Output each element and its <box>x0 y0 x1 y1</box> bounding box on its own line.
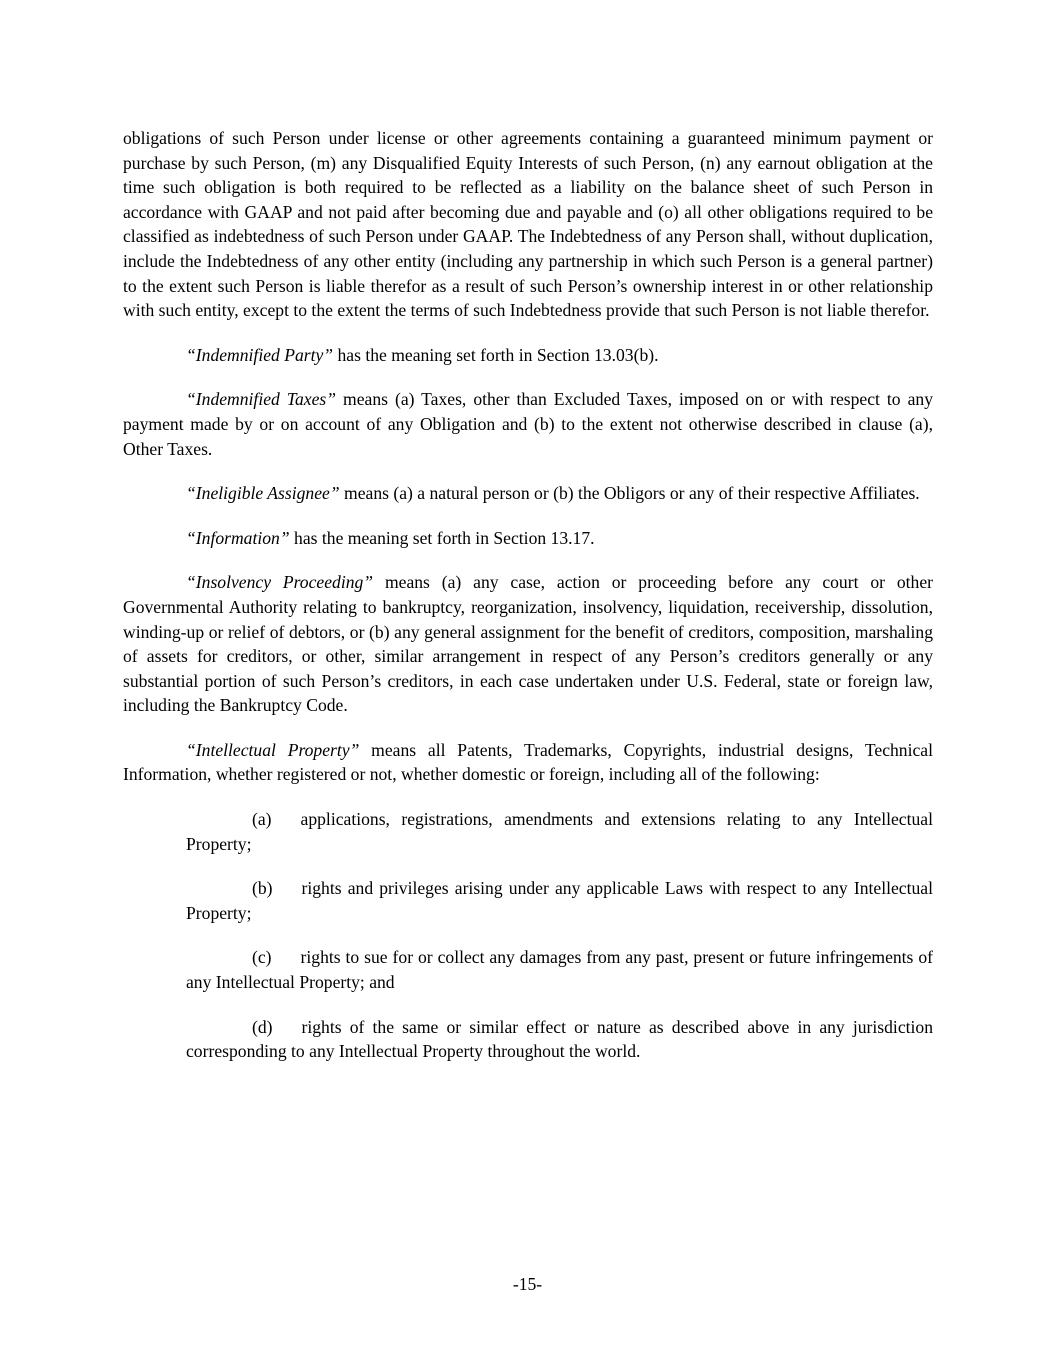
definition-text: has the meaning set forth in Section 13.03(b). <box>333 344 659 365</box>
list-item-a <box>186 807 933 856</box>
paragraph-text: obligations of such Person under license or other agreements containing a guaranteed minimum payment or purchase by such Person, (m) any Disqualified Equity Interests of such Person, (n) any earnout obligation at the time such obligation is both required to be reflected as a liability on the balance sheet of such Person in accordance with GAAP and not paid after becoming due and payable and (o) all other obligations required to be classified as indebtedness of such Person under GAAP. The Indebtedness of any Person shall, without duplication, include the Indebtedness of any other entity (including any partnership in which such Person is a general partner) to the extent such Person is liable therefor as a result of such Person’s ownership interest in or other relationship with such entity, except to the extent the terms of such Indebtedness provide that such Person is not liable therefor. <box>123 128 933 321</box>
definition-text: means all Patents, Trademarks, Copyrights, industrial designs, Technical Information, whether registered or not, whether domestic or foreign, including all of the following: <box>123 739 933 785</box>
paragraph-indebtedness-continuation <box>123 126 933 323</box>
list-item-label: (c) <box>252 947 272 968</box>
defined-term: “Information” <box>186 527 290 548</box>
definition-ineligible-assignee <box>123 481 933 506</box>
definition-text: means (a) a natural person or (b) the Obligors or any of their respective Affiliates. <box>339 483 920 504</box>
definition-indemnified-taxes <box>123 387 933 461</box>
list-item-label: (b) <box>252 878 273 899</box>
list-item-label: (a) <box>252 809 272 830</box>
list-item-label: (d) <box>252 1016 273 1037</box>
definition-text: means (a) any case, action or proceeding before any court or other Governmental Authority relating to bankruptcy, reorganization, insolvency, liquidation, receivership, dissolution, winding-up or relief of debtors, or (b) any general assignment for the benefit of creditors, composition, marshaling of assets for creditors, or other, similar arrangement in respect of any Person’s creditors generally or any substantial portion of such Person’s creditors, in each case undertaken under U.S. Federal, state or foreign law, including the Bankruptcy Code. <box>123 572 933 716</box>
document-body <box>123 126 933 1084</box>
defined-term: “Ineligible Assignee” <box>186 483 340 504</box>
definition-text: means (a) Taxes, other than Excluded Taxes, imposed on or with respect to any payment made by or on account of any Obligation and (b) to the extent not otherwise described in clause (a), Other Taxes. <box>123 389 933 459</box>
list-item-text: rights to sue for or collect any damages from any past, present or future infringements of any Intellectual Property; and <box>186 947 933 993</box>
definition-text: has the meaning set forth in Section 13.17. <box>289 527 595 548</box>
definition-intellectual-property <box>123 738 933 787</box>
definition-information <box>123 526 933 551</box>
defined-term: “Insolvency Proceeding” <box>186 572 374 593</box>
defined-term: “Indemnified Taxes” <box>186 389 337 410</box>
definition-insolvency-proceeding <box>123 570 933 718</box>
defined-term: “Intellectual Property” <box>186 739 360 760</box>
list-item-c <box>186 945 933 994</box>
list-item-d <box>186 1015 933 1064</box>
definition-indemnified-party <box>123 343 933 368</box>
page-number: -15- <box>512 1274 543 1294</box>
list-item-text: rights and privileges arising under any applicable Laws with respect to any Intellectual Property; <box>186 878 933 923</box>
list-item-text: applications, registrations, amendments and extensions relating to any Intellectual Property; <box>186 809 933 854</box>
defined-term: “Indemnified Party” <box>186 344 334 365</box>
list-item-b <box>186 876 933 925</box>
list-item-text: rights of the same or similar effect or nature as described above in any jurisdiction corresponding to any Intellectual Property throughout the world. <box>186 1016 933 1062</box>
